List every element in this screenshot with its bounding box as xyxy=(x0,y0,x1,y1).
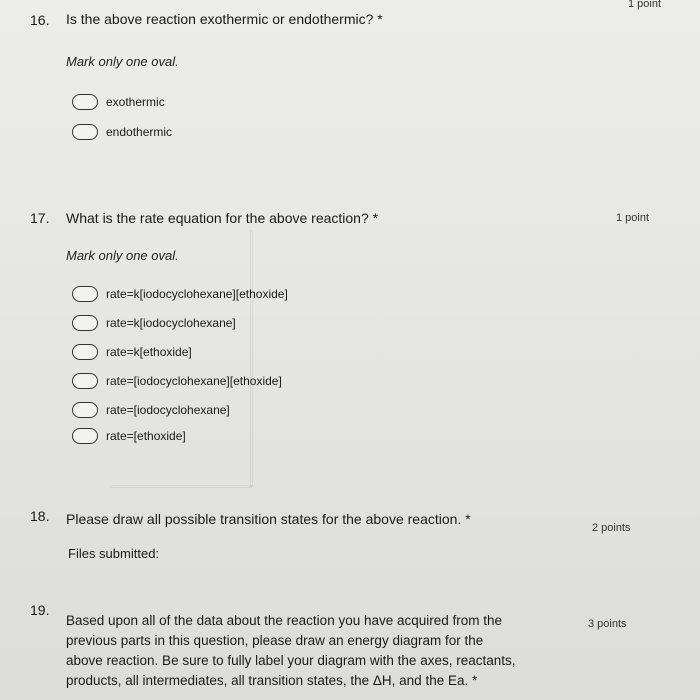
points-label: 2 points xyxy=(592,522,631,534)
option-rate-k-ethoxide[interactable] xyxy=(72,344,192,360)
option-label: rate=k[iodocyclohexane] xyxy=(106,316,236,330)
show-through-line xyxy=(250,230,253,487)
radio-oval[interactable] xyxy=(72,315,98,331)
question-text-line: previous parts in this question, please draw an energy diagram for the xyxy=(66,633,484,648)
option-label: rate=[iodocyclohexane] xyxy=(106,403,230,417)
files-submitted-label: Files submitted: xyxy=(68,546,160,561)
option-endothermic[interactable] xyxy=(72,124,172,140)
points-label: 3 points xyxy=(588,618,627,630)
instruction-hint: Mark only one oval. xyxy=(66,248,179,263)
question-text: What is the rate equation for the above reaction? * xyxy=(66,210,379,226)
option-label: rate=k[iodocyclohexane][ethoxide] xyxy=(106,287,288,301)
radio-oval[interactable] xyxy=(72,286,98,302)
question-text-line: products, all intermediates, all transition states, the ΔH, and the Ea. * xyxy=(66,673,478,688)
points-label: 1 point xyxy=(616,212,650,224)
option-rate-iodo[interactable] xyxy=(72,402,230,418)
question-text-line: Based upon all of the data about the reaction you have acquired from the xyxy=(66,613,503,628)
radio-oval[interactable] xyxy=(72,373,98,389)
radio-oval[interactable] xyxy=(72,124,98,140)
option-exothermic[interactable] xyxy=(72,94,165,110)
option-rate-ethoxide[interactable] xyxy=(72,428,186,444)
question-number: 17. xyxy=(30,210,50,226)
show-through-line xyxy=(110,485,252,488)
question-text-line: above reaction. Be sure to fully label your diagram with the axes, reactants, xyxy=(66,653,516,668)
option-label: rate=k[ethoxide] xyxy=(106,345,192,359)
option-label: exothermic xyxy=(106,95,165,109)
points-label: 1 point xyxy=(628,0,662,10)
radio-oval[interactable] xyxy=(72,402,98,418)
option-rate-k-iodo-ethoxide[interactable] xyxy=(72,286,288,302)
instruction-hint: Mark only one oval. xyxy=(66,54,179,69)
option-label: rate=[ethoxide] xyxy=(106,429,186,443)
question-number: 19. xyxy=(30,602,50,618)
question-text: Please draw all possible transition states for the above reaction. * xyxy=(66,511,471,527)
question-number: 18. xyxy=(30,508,50,524)
radio-oval[interactable] xyxy=(72,94,98,110)
question-text: Is the above reaction exothermic or endothermic? * xyxy=(66,11,383,27)
radio-oval[interactable] xyxy=(72,344,98,360)
option-rate-k-iodo[interactable] xyxy=(72,315,236,331)
radio-oval[interactable] xyxy=(72,428,98,444)
option-rate-iodo-ethoxide[interactable] xyxy=(72,373,282,389)
question-number: 16. xyxy=(30,12,50,28)
option-label: endothermic xyxy=(106,125,173,139)
option-label: rate=[iodocyclohexane][ethoxide] xyxy=(106,374,282,388)
